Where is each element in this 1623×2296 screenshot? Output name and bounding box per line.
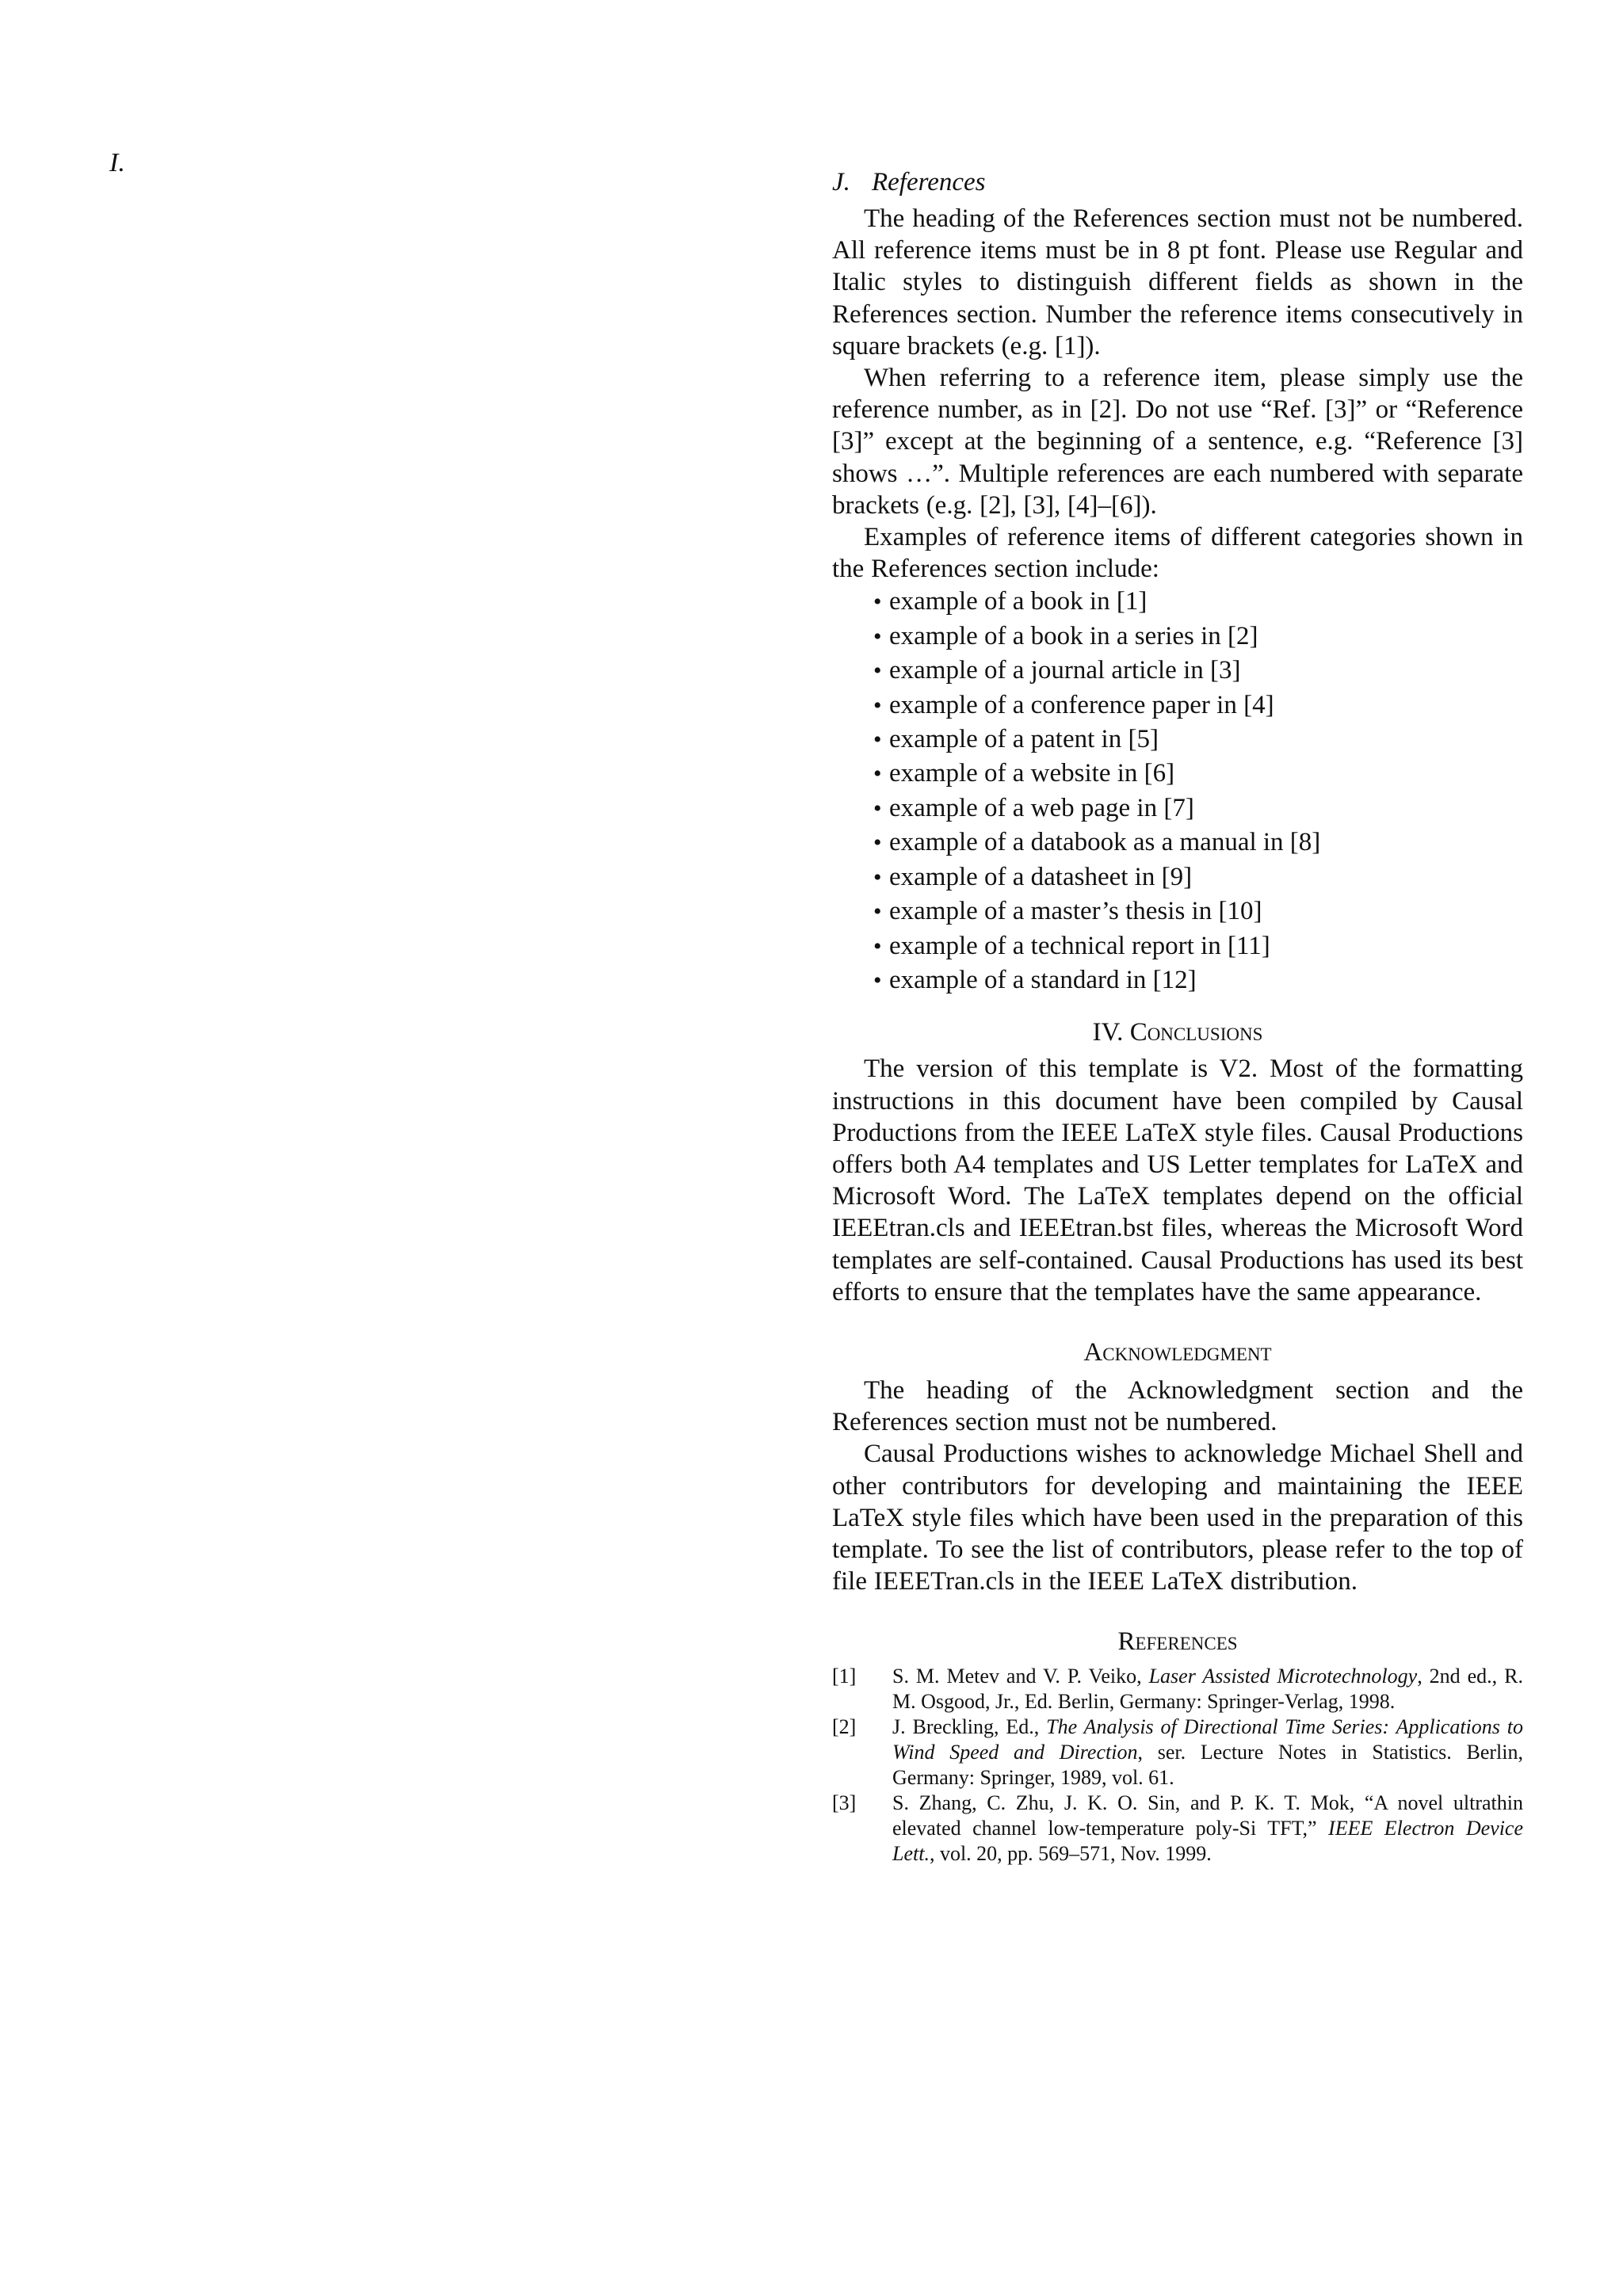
references-guidance-paragraph: When referring to a reference item, please simply use the reference number, as in [2]. Do not use “Ref. [3]” or “Reference [3]” except at the beginning of a sentence, e.g. “Reference [3] shows …”. Multiple references are each numbered with separate brackets (e.g. [2], [3], [4]–[6]). [832, 364, 1523, 520]
list-item: • example of a website in [6] [873, 757, 1523, 791]
right-column [832, 166, 1523, 1867]
conclusions-heading [832, 1016, 1523, 1048]
section-marker: I. [109, 148, 125, 177]
reference-text [892, 1714, 1523, 1791]
references-guidance-paragraph: The heading of the References section must not be numbered. All reference items must be in 8 pt font. Please use Regular and Italic styles to distinguish different fields as shown in the References section. Number the reference items consecutively in square brackets (e.g. [1]). [832, 204, 1523, 360]
list-item: • example of a databook as a manual in [8] [873, 826, 1523, 860]
list-item: • example of a datasheet in [9] [873, 860, 1523, 894]
reference-italic-title: Laser Assisted Microtechnology [1148, 1665, 1418, 1688]
list-item: • example of a book in [1] [873, 585, 1523, 619]
reference-authors: S. Zhang, C. Zhu, J. K. O. Sin, and P. K. T. Mok, “A novel ultrathin elevated channel low-temperature poly-Si TFT,” [892, 1791, 1523, 1840]
reference-list [832, 1664, 1523, 1867]
acknowledgment-heading: Acknowledgment [1083, 1337, 1272, 1367]
reference-authors: S. M. Metev and V. P. Veiko, [892, 1665, 1149, 1688]
list-item: • example of a standard in [12] [873, 963, 1523, 997]
reference-number: [1] [832, 1665, 857, 1688]
conclusions-title: Conclusions [1129, 1018, 1263, 1047]
conclusions-number: IV. [1092, 1018, 1124, 1047]
list-item: • example of a journal article in [3] [873, 654, 1523, 688]
list-item: • example of a conference paper in [4] [873, 688, 1523, 723]
reference-item [832, 1664, 1523, 1714]
references-guidance-paragraph: Examples of reference items of different categories shown in the References section include: [832, 523, 1523, 584]
reference-italic-title: IEEE Electron Device Lett. [892, 1817, 1523, 1866]
reference-text [892, 1791, 1523, 1867]
reference-item [832, 1791, 1523, 1867]
list-item: • example of a web page in [7] [873, 791, 1523, 826]
reference-details: , vol. 20, pp. 569–571, Nov. 1999. [929, 1842, 1212, 1866]
reference-details: , ser. Lecture Notes in Statistics. Berlin, Germany: Springer, 1989, vol. 61. [892, 1741, 1523, 1790]
list-item: • example of a master’s thesis in [10] [873, 894, 1523, 929]
subsection-label: J. [832, 168, 850, 196]
list-item: • example of a patent in [5] [873, 723, 1523, 757]
reference-italic-title: The Analysis of Directional Time Series: Applications to Wind Speed and Direction [892, 1715, 1523, 1764]
list-item: • example of a book in a series in [2] [873, 620, 1523, 654]
subsection-title: References [872, 168, 986, 196]
examples-list [832, 585, 1523, 997]
list-item: • example of a technical report in [11] [873, 929, 1523, 963]
reference-text [892, 1664, 1523, 1714]
subsection-heading [832, 166, 1523, 198]
acknowledgment-paragraph: Causal Productions wishes to acknowledge Michael Shell and other contributors for developing and maintaining the IEEE LaTeX style files which have been used in the preparation of this template. To see the list of contributors, please refer to the top of file IEEETran.cls in the IEEE LaTeX distribution. [832, 1440, 1523, 1596]
reference-authors: J. Breckling, Ed., [892, 1715, 1047, 1739]
reference-number: [2] [832, 1715, 857, 1739]
reference-item [832, 1714, 1523, 1791]
references-heading: References [1117, 1627, 1238, 1657]
conclusions-paragraph: The version of this template is V2. Most of the formatting instructions in this document have been compiled by Causal Productions from the IEEE LaTeX style files. Causal Productions offers both A4 templates and US Letter templates for LaTeX and Microsoft Word. The LaTeX templates depend on the official IEEEtran.cls and IEEEtran.bst files, whereas the Microsoft Word templates are self-contained. Causal Productions has used its best efforts to ensure that the templates have the same appearance. [832, 1055, 1523, 1306]
reference-details: , 2nd ed., R. M. Osgood, Jr., Ed. Berlin, Germany: Springer-Verlag, 1998. [892, 1665, 1523, 1714]
reference-number: [3] [832, 1791, 857, 1815]
acknowledgment-paragraph: The heading of the Acknowledgment section and the References section must not be numbered. [832, 1375, 1523, 1437]
